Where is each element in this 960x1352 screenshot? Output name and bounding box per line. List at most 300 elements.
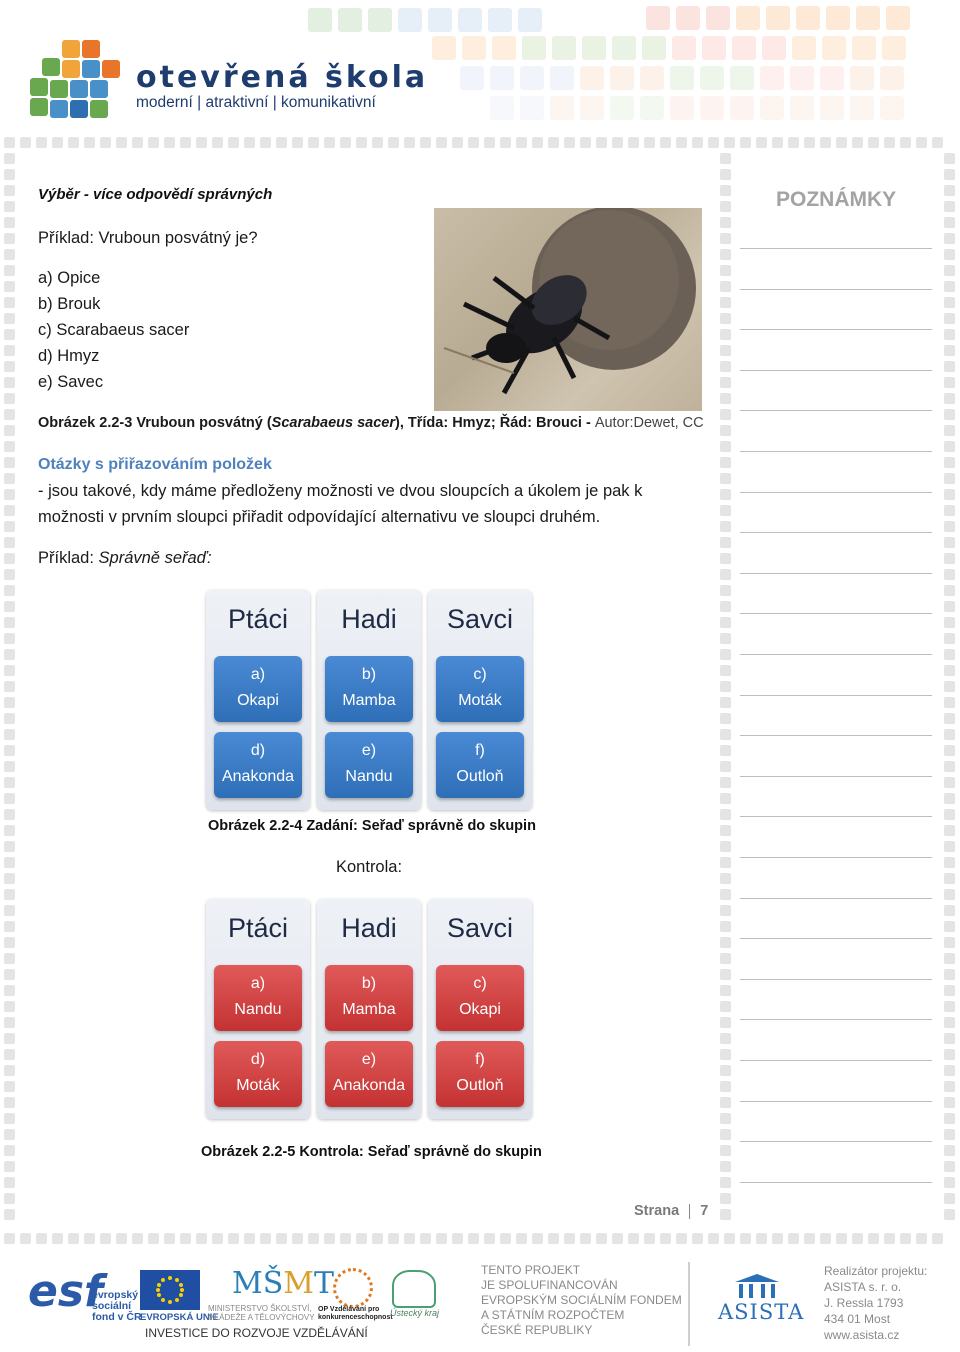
border-square <box>720 313 731 324</box>
check-label: Kontrola: <box>336 858 403 876</box>
diagram-cell: b) Mamba <box>325 656 413 722</box>
border-square <box>944 569 955 580</box>
border-square <box>4 281 15 292</box>
border-square <box>944 713 955 724</box>
border-square <box>356 1233 367 1244</box>
border-square <box>4 217 15 228</box>
border-square <box>804 1233 815 1244</box>
msmt-logo: MŠMT <box>232 1266 335 1301</box>
border-square <box>708 137 719 148</box>
border-square <box>944 905 955 916</box>
border-square <box>720 745 731 756</box>
border-square <box>676 1233 687 1244</box>
border-square <box>720 681 731 692</box>
border-square <box>944 585 955 596</box>
diagram-cell: a) Nandu <box>214 965 302 1031</box>
note-line <box>740 1060 932 1061</box>
border-square <box>4 1081 15 1092</box>
answer-options-list <box>38 265 189 395</box>
border-square <box>944 809 955 820</box>
border-square <box>644 1233 655 1244</box>
border-square <box>596 1233 607 1244</box>
border-square <box>324 137 335 148</box>
border-square <box>944 361 955 372</box>
border-square <box>944 777 955 788</box>
border-square <box>944 345 955 356</box>
border-square <box>720 793 731 804</box>
border-square <box>4 713 15 724</box>
border-square <box>36 1233 47 1244</box>
answer-option: c) Scarabaeus sacer <box>38 321 190 339</box>
border-square <box>944 265 955 276</box>
border-square <box>944 1145 955 1156</box>
answer-option: e) Savec <box>38 373 104 391</box>
border-square <box>720 649 731 660</box>
border-square <box>116 137 127 148</box>
border-square <box>4 745 15 756</box>
border-square <box>944 201 955 212</box>
border-square <box>4 1097 15 1108</box>
border-square <box>4 1161 15 1172</box>
border-square <box>944 297 955 308</box>
border-square <box>532 1233 543 1244</box>
border-square <box>84 137 95 148</box>
diagram-cell: f) Outloň <box>436 1041 524 1107</box>
border-square <box>660 137 671 148</box>
eu-text: EVROPSKÁ UNIE <box>140 1312 219 1323</box>
border-square <box>4 1017 15 1028</box>
investice-text: INVESTICE DO ROZVOJE VZDĚLÁVÁNÍ <box>145 1326 368 1340</box>
border-square <box>788 1233 799 1244</box>
border-square <box>580 1233 591 1244</box>
border-square <box>944 1033 955 1044</box>
border-square <box>4 585 15 596</box>
border-square <box>52 1233 63 1244</box>
border-square <box>944 1049 955 1060</box>
border-square <box>720 185 731 196</box>
note-line <box>740 573 932 574</box>
border-square <box>708 1233 719 1244</box>
border-square <box>720 505 731 516</box>
border-square <box>944 841 955 852</box>
border-square <box>720 841 731 852</box>
border-square <box>944 1065 955 1076</box>
border-square <box>720 665 731 676</box>
border-square <box>944 441 955 452</box>
border-square <box>944 889 955 900</box>
border-square <box>720 601 731 612</box>
border-square <box>944 1081 955 1092</box>
border-square <box>944 537 955 548</box>
border-square <box>4 841 15 852</box>
border-square <box>944 745 955 756</box>
border-square <box>4 649 15 660</box>
border-square <box>4 1113 15 1124</box>
border-square <box>720 377 731 388</box>
border-square <box>148 1233 159 1244</box>
border-square <box>516 1233 527 1244</box>
border-square <box>720 969 731 980</box>
border-square <box>148 137 159 148</box>
border-square <box>720 585 731 596</box>
border-square <box>944 1017 955 1028</box>
border-square <box>20 1233 31 1244</box>
border-square <box>244 1233 255 1244</box>
border-square <box>772 137 783 148</box>
note-line <box>740 248 932 249</box>
border-square <box>836 1233 847 1244</box>
border-square <box>944 1113 955 1124</box>
border-square <box>340 137 351 148</box>
answer-option: d) Hmyz <box>38 347 100 365</box>
border-square <box>944 249 955 260</box>
border-square <box>612 137 623 148</box>
note-line <box>740 370 932 371</box>
border-square <box>468 1233 479 1244</box>
border-square <box>4 313 15 324</box>
border-square <box>4 921 15 932</box>
border-square <box>4 361 15 372</box>
diagram-cell: e) Anakonda <box>325 1041 413 1107</box>
border-square <box>228 1233 239 1244</box>
border-square <box>564 1233 575 1244</box>
border-square <box>340 1233 351 1244</box>
border-square <box>720 329 731 340</box>
border-square <box>4 905 15 916</box>
border-square <box>452 137 463 148</box>
border-square <box>644 137 655 148</box>
note-line <box>740 938 932 939</box>
border-square <box>4 1177 15 1188</box>
border-square <box>720 425 731 436</box>
border-square <box>4 233 15 244</box>
border-square <box>720 1209 731 1220</box>
border-square <box>4 377 15 388</box>
border-square <box>4 937 15 948</box>
border-square <box>720 441 731 452</box>
border-square <box>944 665 955 676</box>
border-square <box>68 137 79 148</box>
border-square <box>724 1233 735 1244</box>
border-square <box>484 137 495 148</box>
column-title: Ptáci <box>227 913 289 943</box>
diagram-column <box>428 590 532 810</box>
border-square <box>720 713 731 724</box>
border-square <box>720 1113 731 1124</box>
border-square <box>372 137 383 148</box>
column-title: Savci <box>446 604 514 634</box>
border-square <box>720 345 731 356</box>
border-square <box>100 137 111 148</box>
note-line <box>740 816 932 817</box>
note-line <box>740 289 932 290</box>
border-square <box>944 985 955 996</box>
border-square <box>944 329 955 340</box>
border-square <box>4 633 15 644</box>
border-square <box>420 137 431 148</box>
border-square <box>68 1233 79 1244</box>
border-square <box>4 953 15 964</box>
note-line <box>740 776 932 777</box>
border-square <box>884 137 895 148</box>
border-square <box>720 777 731 788</box>
border-square <box>944 185 955 196</box>
border-square <box>720 905 731 916</box>
border-square <box>4 1033 15 1044</box>
border-square <box>720 361 731 372</box>
border-square <box>944 761 955 772</box>
border-square <box>720 409 731 420</box>
note-line <box>740 1101 932 1102</box>
diagram-cell: c) Okapi <box>436 965 524 1031</box>
border-square <box>4 137 15 148</box>
border-square <box>4 665 15 676</box>
diagram-column <box>428 899 532 1119</box>
border-square <box>4 793 15 804</box>
diagram-column <box>206 590 310 810</box>
border-square <box>944 393 955 404</box>
border-square <box>4 489 15 500</box>
answer-option: b) Brouk <box>38 295 101 313</box>
column-title: Hadi <box>341 604 397 634</box>
border-square <box>720 489 731 500</box>
border-square <box>944 633 955 644</box>
border-square <box>4 825 15 836</box>
border-square <box>4 505 15 516</box>
border-square <box>720 857 731 868</box>
border-square <box>452 1233 463 1244</box>
border-square <box>180 1233 191 1244</box>
border-square <box>720 265 731 276</box>
border-square <box>836 137 847 148</box>
border-square <box>4 969 15 980</box>
border-square <box>944 857 955 868</box>
border-square <box>548 1233 559 1244</box>
matching-example: Příklad: Správně seřaď: <box>38 549 212 567</box>
border-square <box>852 137 863 148</box>
diagram-cell: b) Mamba <box>325 965 413 1031</box>
footer-divider <box>688 1262 690 1346</box>
border-square <box>4 1145 15 1156</box>
border-square <box>852 1233 863 1244</box>
border-square <box>944 1177 955 1188</box>
border-square <box>720 153 731 164</box>
border-square <box>944 1209 955 1220</box>
border-square <box>4 265 15 276</box>
border-square <box>228 137 239 148</box>
border-square <box>720 953 731 964</box>
border-square <box>944 505 955 516</box>
border-square <box>4 457 15 468</box>
border-square <box>388 137 399 148</box>
border-square <box>132 1233 143 1244</box>
border-square <box>516 137 527 148</box>
note-line <box>740 613 932 614</box>
diagram-cell: e) Nandu <box>325 732 413 798</box>
border-square <box>308 137 319 148</box>
border-square <box>720 281 731 292</box>
border-square <box>756 1233 767 1244</box>
border-square <box>944 825 955 836</box>
border-square <box>116 1233 127 1244</box>
border-square <box>4 409 15 420</box>
border-square <box>720 825 731 836</box>
border-square <box>720 1001 731 1012</box>
border-square <box>724 137 735 148</box>
border-square <box>720 1049 731 1060</box>
border-square <box>132 137 143 148</box>
logo-title: otevřená škola <box>136 60 429 95</box>
border-square <box>720 1017 731 1028</box>
notes-title: POZNÁMKY <box>776 188 897 211</box>
diagram-cell: d) Anakonda <box>214 732 302 798</box>
border-square <box>884 1233 895 1244</box>
figure-caption-check: Obrázek 2.2-5 Kontrola: Seřaď správně do skupin <box>201 1144 542 1160</box>
border-square <box>944 409 955 420</box>
border-square <box>4 201 15 212</box>
note-line <box>740 898 932 899</box>
note-line <box>740 654 932 655</box>
note-line <box>740 410 932 411</box>
question-type-label: Výběr - více odpovědí správných <box>38 186 273 203</box>
border-square <box>944 153 955 164</box>
border-square <box>944 473 955 484</box>
diagram-cell: d) Moták <box>214 1041 302 1107</box>
border-square <box>564 137 575 148</box>
diagram-column <box>206 899 310 1119</box>
border-square <box>628 1233 639 1244</box>
page-number: Strana 7 <box>634 1203 709 1219</box>
msmt-text: MINISTERSTVO ŠKOLSTVÍ, MLÁDEŽE A TĚLOVÝCHOVY <box>208 1304 315 1322</box>
border-square <box>944 521 955 532</box>
border-square <box>4 1001 15 1012</box>
border-square <box>720 1081 731 1092</box>
border-square <box>720 921 731 932</box>
border-square <box>532 137 543 148</box>
border-square <box>4 249 15 260</box>
border-square <box>720 617 731 628</box>
border-square <box>52 137 63 148</box>
border-square <box>720 217 731 228</box>
border-square <box>692 1233 703 1244</box>
border-square <box>900 137 911 148</box>
note-line <box>740 735 932 736</box>
border-square <box>720 569 731 580</box>
diagram-column <box>317 899 421 1119</box>
border-square <box>720 473 731 484</box>
border-square <box>804 137 815 148</box>
note-line <box>740 979 932 980</box>
border-square <box>308 1233 319 1244</box>
border-square <box>944 1129 955 1140</box>
figure-caption-task: Obrázek 2.2-4 Zadání: Seřaď správně do skupin <box>208 818 536 834</box>
border-square <box>944 313 955 324</box>
border-square <box>660 1233 671 1244</box>
border-square <box>944 1161 955 1172</box>
border-square <box>740 1233 751 1244</box>
border-square <box>720 233 731 244</box>
border-square <box>628 137 639 148</box>
border-square <box>212 1233 223 1244</box>
border-square <box>4 553 15 564</box>
border-square <box>868 137 879 148</box>
border-square <box>20 137 31 148</box>
border-square <box>916 137 927 148</box>
border-square <box>404 137 415 148</box>
border-square <box>916 1233 927 1244</box>
border-square <box>4 617 15 628</box>
border-square <box>944 233 955 244</box>
asista-text: ASISTA <box>718 1300 805 1324</box>
border-square <box>4 809 15 820</box>
border-square <box>276 1233 287 1244</box>
border-square <box>720 889 731 900</box>
border-square <box>356 137 367 148</box>
border-square <box>4 169 15 180</box>
border-square <box>788 137 799 148</box>
border-square <box>4 521 15 532</box>
border-square <box>36 137 47 148</box>
border-square <box>4 1065 15 1076</box>
border-square <box>820 137 831 148</box>
diagram-cell: c) Moták <box>436 656 524 722</box>
border-square <box>196 1233 207 1244</box>
border-square <box>4 1049 15 1060</box>
border-square <box>720 1145 731 1156</box>
border-square <box>740 137 751 148</box>
note-line <box>740 857 932 858</box>
border-square <box>944 953 955 964</box>
figure-caption-beetle: Obrázek 2.2-3 Vruboun posvátný (Scarabaeus sacer), Třída: Hmyz; Řád: Brouci - Autor:Dewet, CC <box>38 415 704 431</box>
border-square <box>404 1233 415 1244</box>
border-square <box>692 137 703 148</box>
border-square <box>944 649 955 660</box>
border-square <box>944 681 955 692</box>
border-square <box>324 1233 335 1244</box>
border-square <box>4 345 15 356</box>
border-square <box>580 137 591 148</box>
border-square <box>4 889 15 900</box>
border-square <box>944 169 955 180</box>
note-line <box>740 1141 932 1142</box>
border-square <box>944 729 955 740</box>
border-square <box>720 1033 731 1044</box>
border-square <box>4 729 15 740</box>
border-square <box>720 1161 731 1172</box>
dung-beetle-photo <box>434 208 702 411</box>
border-square <box>180 137 191 148</box>
border-square <box>420 1233 431 1244</box>
project-text: TENTO PROJEKT JE SPOLUFINANCOVÁN EVROPSKÝM SOCIÁLNÍM FONDEM A STÁTNÍM ROZPOČTEM ČESKÉ REPUBLIKY <box>481 1263 682 1337</box>
border-square <box>720 393 731 404</box>
esf-text: evropský sociální fond v ČR <box>92 1289 142 1323</box>
border-square <box>4 1233 15 1244</box>
border-square <box>944 969 955 980</box>
border-square <box>4 537 15 548</box>
border-square <box>944 489 955 500</box>
border-square <box>4 153 15 164</box>
border-square <box>4 777 15 788</box>
border-square <box>720 457 731 468</box>
border-square <box>596 137 607 148</box>
border-square <box>612 1233 623 1244</box>
border-square <box>500 137 511 148</box>
section-text: - jsou takové, kdy máme předloženy možnosti ve dvou sloupcích a úkolem je pak k možnosti v prvním sloupci přiřadit odpovídající alternativu ve sloupci druhém. <box>38 482 643 526</box>
border-square <box>468 137 479 148</box>
question-example: Příklad: Vruboun posvátný je? <box>38 229 258 247</box>
border-square <box>720 633 731 644</box>
note-line <box>740 329 932 330</box>
